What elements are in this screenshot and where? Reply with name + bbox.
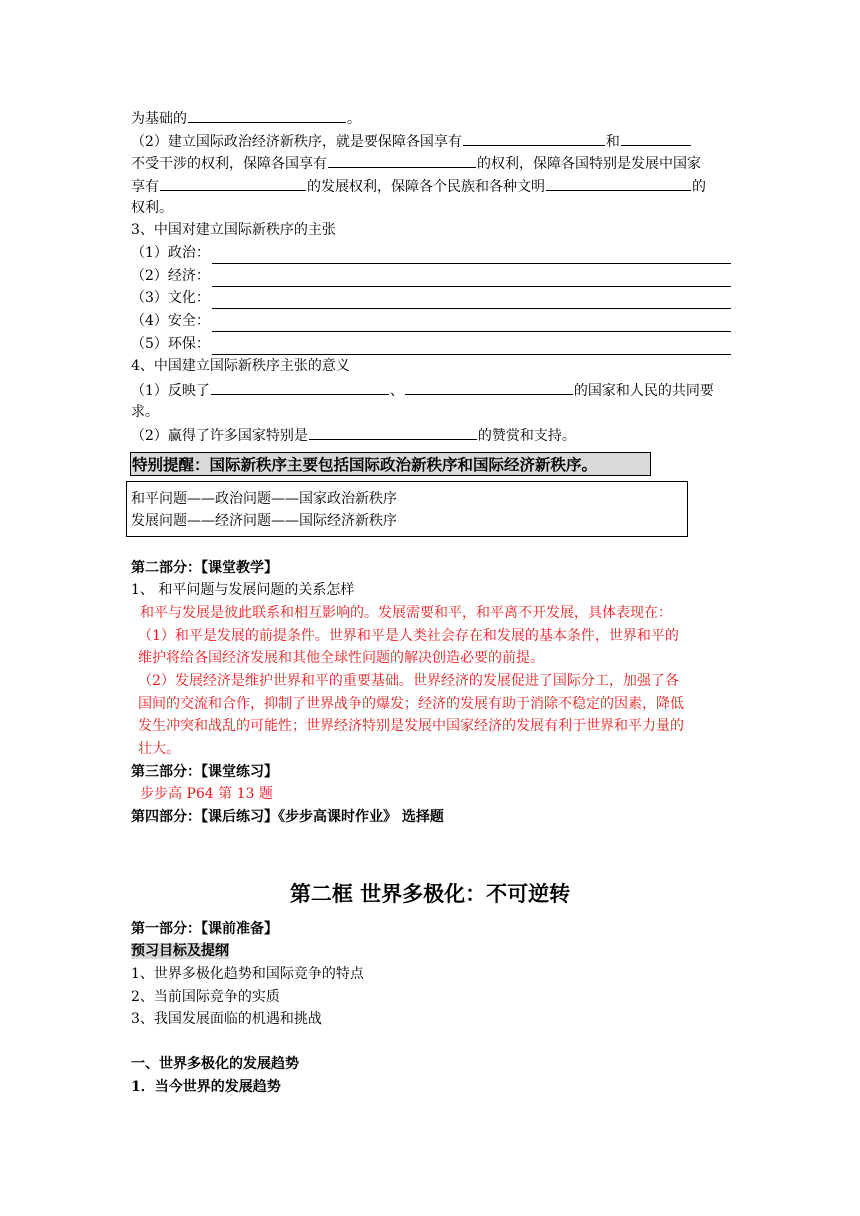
proposal-environment: （5）环保： bbox=[131, 333, 731, 355]
answer-blank[interactable] bbox=[621, 129, 691, 146]
answer-blank[interactable] bbox=[212, 248, 731, 264]
answer-blank[interactable] bbox=[546, 174, 691, 191]
outline-item: 3、我国发展面临的机遇和挑战 bbox=[131, 1011, 322, 1027]
answer-line: 壮大。 bbox=[138, 741, 180, 757]
answer-line: 发生冲突和战乱的可能性；世界经济特别是发展中国家经济的发展有利于世界和平力量的 bbox=[138, 718, 684, 734]
answer-line: 国间的交流和合作，抑制了世界战争的爆发；经济的发展有助于消除不稳定的因素，降低 bbox=[138, 696, 684, 712]
significance-line-3: （2）赢得了许多国家特别是 的赞赏和支持。 bbox=[131, 423, 731, 445]
answer-blank[interactable] bbox=[212, 316, 731, 332]
section-title: 第二框 世界多极化：不可逆转 bbox=[289, 881, 571, 906]
part-3-heading: 第三部分：【课堂练习】 bbox=[131, 764, 278, 780]
outline-heading: 预习目标及提纲 bbox=[131, 943, 229, 959]
answer-blank[interactable] bbox=[405, 378, 573, 395]
proposal-culture: （3）文化： bbox=[131, 287, 731, 309]
relation-box bbox=[126, 481, 688, 537]
answer-line: 维护将给各国经济发展和其他全球性问题的解决创造必要的前提。 bbox=[138, 650, 544, 666]
section-3-heading: 3、中国对建立国际新秩序的主张 bbox=[131, 222, 336, 238]
significance-line-2: 求。 bbox=[131, 404, 159, 420]
order-line-3: 享有 的发展权利，保障各个民族和各种文明 的 bbox=[131, 174, 731, 196]
part-4-heading: 第四部分：【课后练习】《步步高课时作业》 选择题 bbox=[131, 809, 444, 825]
answer-blank[interactable] bbox=[328, 151, 476, 168]
special-reminder: 特别提醒：国际新秩序主要包括国际政治新秩序和国际经济新秩序。 bbox=[130, 452, 651, 476]
answer-blank[interactable] bbox=[212, 339, 731, 355]
answer-blank[interactable] bbox=[188, 106, 346, 123]
blank-line-basis: 为基础的 。 bbox=[131, 106, 731, 128]
proposal-economy: （2）经济： bbox=[131, 265, 731, 287]
order-line-4: 权利。 bbox=[131, 200, 173, 216]
outline-item: 1、世界多极化趋势和国际竞争的特点 bbox=[131, 966, 364, 982]
part-2-heading: 第二部分：【课堂教学】 bbox=[131, 560, 278, 576]
section-1-subheading: 1．当今世界的发展趋势 bbox=[131, 1079, 281, 1095]
order-line-1: （2）建立国际政治经济新秩序，就是要保障各国享有 和 bbox=[131, 129, 731, 151]
section-4-heading: 4、中国建立国际新秩序主张的意义 bbox=[131, 358, 350, 374]
answer-blank[interactable] bbox=[309, 423, 477, 440]
answer-blank[interactable] bbox=[160, 174, 306, 191]
answer-blank[interactable] bbox=[212, 293, 731, 309]
relation-line-development: 发展问题——经济问题——国际经济新秩序 bbox=[131, 513, 397, 529]
proposal-politics: （1）政治： bbox=[131, 242, 731, 264]
order-line-2: 不受干涉的权利，保障各国享有 的权利，保障各国特别是发展中国家 bbox=[131, 151, 731, 173]
significance-line-1: （1）反映了 、 的国家和人民的共同要 bbox=[131, 378, 731, 400]
section-1-heading: 一、世界多极化的发展趋势 bbox=[131, 1056, 299, 1072]
answer-line: （1）和平是发展的前提条件。世界和平是人类社会存在和发展的基本条件，世界和平的 bbox=[138, 628, 679, 644]
answer-blank[interactable] bbox=[212, 271, 731, 287]
relation-line-peace: 和平问题——政治问题——国家政治新秩序 bbox=[131, 491, 397, 507]
exercise-item: 步步高 P64 第 13 题 bbox=[140, 786, 273, 802]
answer-blank[interactable] bbox=[211, 378, 389, 395]
answer-blank[interactable] bbox=[463, 129, 605, 146]
prep-heading: 第一部分：【课前准备】 bbox=[131, 921, 278, 937]
answer-line: 和平与发展是彼此联系和相互影响的。发展需要和平，和平离不开发展，具体表现在： bbox=[140, 605, 672, 621]
proposal-security: （4）安全： bbox=[131, 310, 731, 332]
question-1: 1、 和平问题与发展问题的关系怎样 bbox=[131, 582, 355, 598]
answer-line: （2）发展经济是维护世界和平的重要基础。世界经济的发展促进了国际分工，加强了各 bbox=[138, 673, 679, 689]
outline-item: 2、当前国际竞争的实质 bbox=[131, 989, 280, 1005]
